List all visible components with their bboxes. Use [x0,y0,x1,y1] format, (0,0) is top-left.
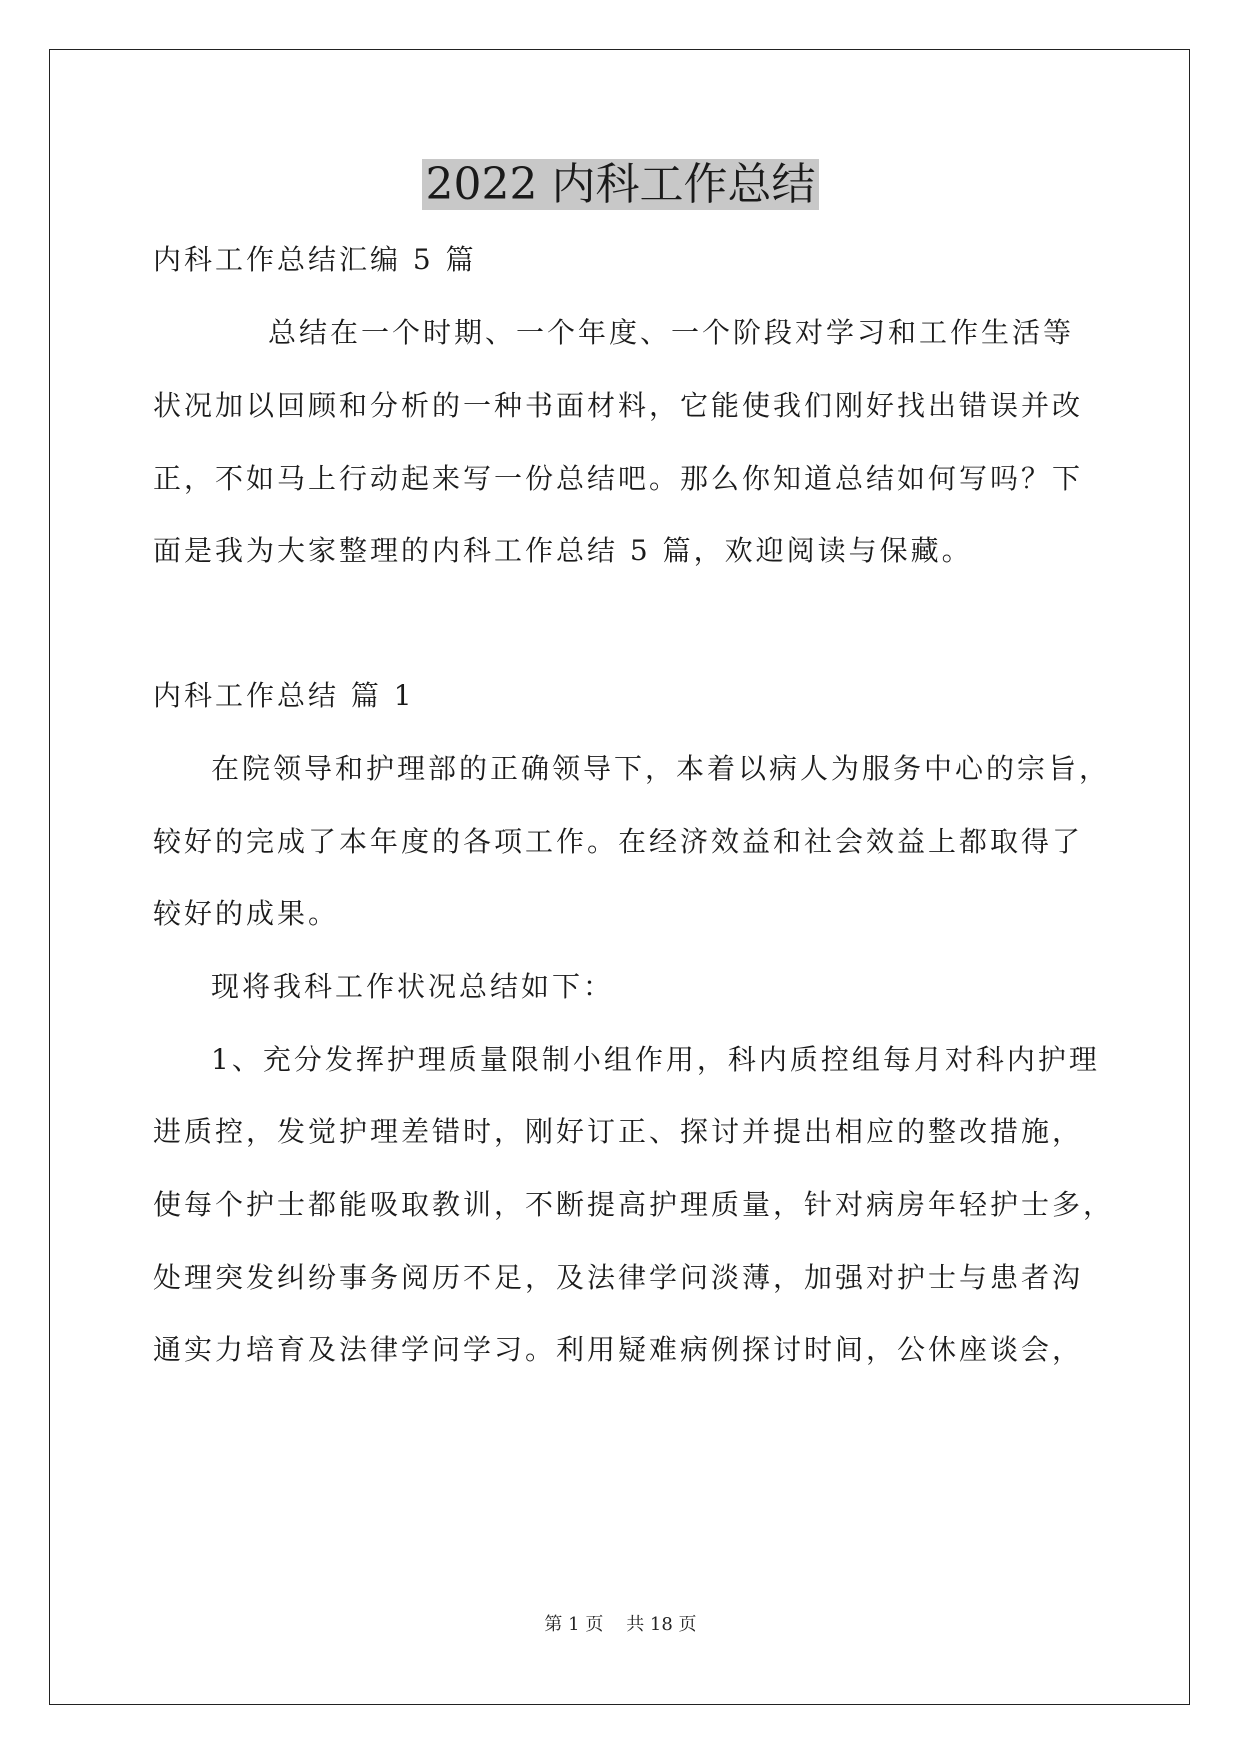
section-heading: 内科工作总结 篇 1 [153,679,415,712]
document-title: 2022 内科工作总结 [0,155,1241,215]
section-line: 1、充分发挥护理质量限制小组作用，科内质控组每月对科内护理 [211,1043,1100,1076]
intro-line: 总结在一个时期、一个年度、一个阶段对学习和工作生活等 [268,316,1075,349]
intro-line: 状况加以回顾和分析的一种书面材料，它能使我们刚好找出错误并改 [153,389,1084,422]
section-line: 处理突发纠纷事务阅历不足，及法律学问淡薄，加强对护士与患者沟 [153,1261,1084,1294]
document-subtitle: 内科工作总结汇编 5 篇 [153,243,477,276]
intro-line: 正，不如马上行动起来写一份总结吧。那么你知道总结如何写吗？下 [153,462,1084,495]
page-border [49,49,1190,1705]
intro-line: 面是我为大家整理的内科工作总结 5 篇，欢迎阅读与保藏。 [153,534,973,567]
section-line: 使每个护士都能吸取教训，不断提高护理质量，针对病房年轻护士多， [153,1188,1115,1221]
section-line: 在院领导和护理部的正确领导下，本着以病人为服务中心的宗旨， [211,752,1111,785]
section-line: 进质控，发觉护理差错时，刚好订正、探讨并提出相应的整改措施， [153,1115,1084,1148]
section-line: 较好的完成了本年度的各项工作。在经济效益和社会效益上都取得了 [153,825,1084,858]
page-footer: 第 1 页 共 18 页 [544,1614,697,1635]
section-line: 通实力培育及法律学问学习。利用疑难病例探讨时间，公休座谈会， [153,1333,1084,1366]
section-line: 较好的成果。 [153,897,340,930]
section-line: 现将我科工作状况总结如下： [211,970,615,1003]
